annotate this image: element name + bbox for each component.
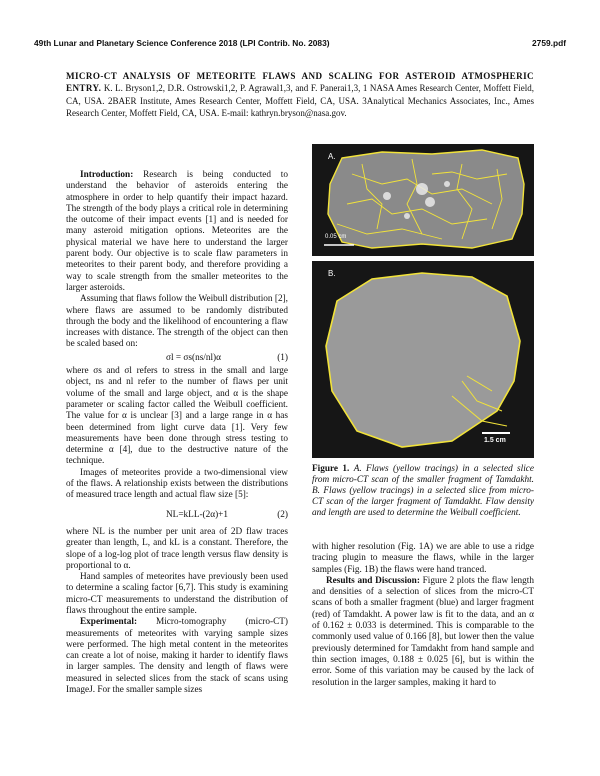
introduction-text: Research is being conducted to understand the behavior of asteroids entering the atmosphere in order to help quantify their impact hazard. The strength of the body plays a critical role in determining the outcome of their impact events [1] and is needed for many asteroid mitigation options. Meteorites are the physical material we have here to understand the larger parent body. Our objective is to scale flaw parameters in meteorites to their parent body, and therefore providing a way to scale strength from the smaller meteorites to the larger asteroids. [66,170,289,293]
figure-1-caption-text: A. Flaws (yellow tracings) in a selected slice from micro-CT scan of the smaller fragment of Tamdakht. B. Flaws (yellow tracings) in a selected slice from micro-CT scan of the larger fragment of Tamdakht. Flaw density and length are used to determine the Weibull coefficient. [312,464,535,519]
equation-2-number: (2) [277,509,288,520]
figure-1b-scale-label: 1.5 cm [484,437,506,444]
left-column [66,170,288,696]
conference-header: 49th Lunar and Planetary Science Conference 2018 (LPI Contrib. No. 2083) [34,38,330,48]
trace-length-paragraph: where NL is the number per unit area of 2D flaw traces greater than length, L, and kL is a constant. Therefore, the slope of a log-log plot of trace length versus flaw density is proportional to α. [66,526,288,571]
equation-1-number: (1) [277,352,288,363]
figure-1-caption [312,464,534,519]
figure-1b-ct-image [312,261,534,458]
equation-1-expression: σl = σs(ns/nl)α [166,352,221,363]
figure-1a-label: A. [328,152,336,161]
experimental-heading: Experimental: [80,617,138,628]
author-list: K. L. Bryson1,2, D.R. Ostrowski1,2, P. Agrawal1,3, and F. Panerai1,3, 1 NASA Ames Research Center, Moffett Field, CA, USA. 2BAER Institute, Ames Research Center, Moffett Field, CA, USA. 3Analytical Mechanics Associates, Inc., Ames Research Center, Moffett Field, CA, USA. E-mail: kathryn.bryson@nasa.gov. [66,83,535,119]
title-block [66,70,534,120]
weibull-paragraph: Assuming that flaws follow the Weibull distribution [2], where flaws are assumed to be randomly distributed through the body and the likelihood of encountering a flaw increases with distance. The strength of the object can then be scaled based on: [66,294,288,350]
images-paragraph: Images of meteorites provide a two-dimensional view of the flaws. A relationship exists between the distributions of measured trace length and actual flaw size [5]: [66,467,288,501]
figure-1-caption-label: Figure 1. [312,464,350,474]
hand-samples-paragraph: Hand samples of meteorites have previously been used to determine a scaling factor [6,7]. This study is examining micro-CT measurements to understand the distribution of flaws throughout the entire sample. [66,572,288,616]
experimental-text: Micro-tomography (micro-CT) measurements of meteorites with varying sample sizes were performed. The high metal content in the meteorites can create a lot of noise, making it harder to identify flaws in larger samples. The density and length of flaws were measured in selected slices from the stack of scans using ImageJ. For the smaller sample sizes [66,617,288,696]
results-heading: Results and Discussion: [326,575,420,586]
paper-title: MICRO-CT ANALYSIS OF METEORITE FLAWS AND SCALING FOR ASTEROID ATMOSPHERIC ENTRY. [66,71,534,94]
resolution-paragraph: with higher resolution (Fig. 1A) we are able to use a ridge tracing plugin to measure the flaws, while in the larger samples (Fig. 1B) the flaws were hand tranced. [312,542,534,575]
equation-1 [66,353,288,364]
right-column [312,542,534,689]
abstract-id: 2759.pdf [532,38,566,48]
variables-paragraph: where σs and σl refers to stress in the small and large object, ns and nl refer to the number of flaws per unit volume of the small and large object, and α is the shape parameter or scaling factor called the Weibull coefficient. The value for α is unclear [3] and a large range in α has been determined from light curve data [1]. Very few measurements have been done through stress testing to determine α [4], due to the destructive nature of the technique. [66,366,288,467]
equation-2-expression: NL=kLL-(2α)+1 [166,509,229,520]
introduction-heading: Introduction: [80,170,134,180]
figure-1a-ct-image [312,144,534,256]
figure-1a-scale-label: 0.05 cm [325,234,347,240]
results-text: Figure 2 plots the flaw length and densities of a selection of slices from the micro-CT scans of both a smaller fragment (blue) and larger fragment (red) of Tamdakht. A power law is fit to the data, and an α of 0.162 ± 0.033 is determined. This is comparable to the commonly used value of 0.166 [8], but lower then the value previously determined for Tamdakht from hand sample and thin section images, 0.188 ± 0.025 [6], but is within the error. Some of this variation may be caused by the lack of resolution in the larger samples, making it hard to [312,575,534,688]
figure-1b-label: B. [328,269,336,278]
equation-2 [66,510,288,521]
